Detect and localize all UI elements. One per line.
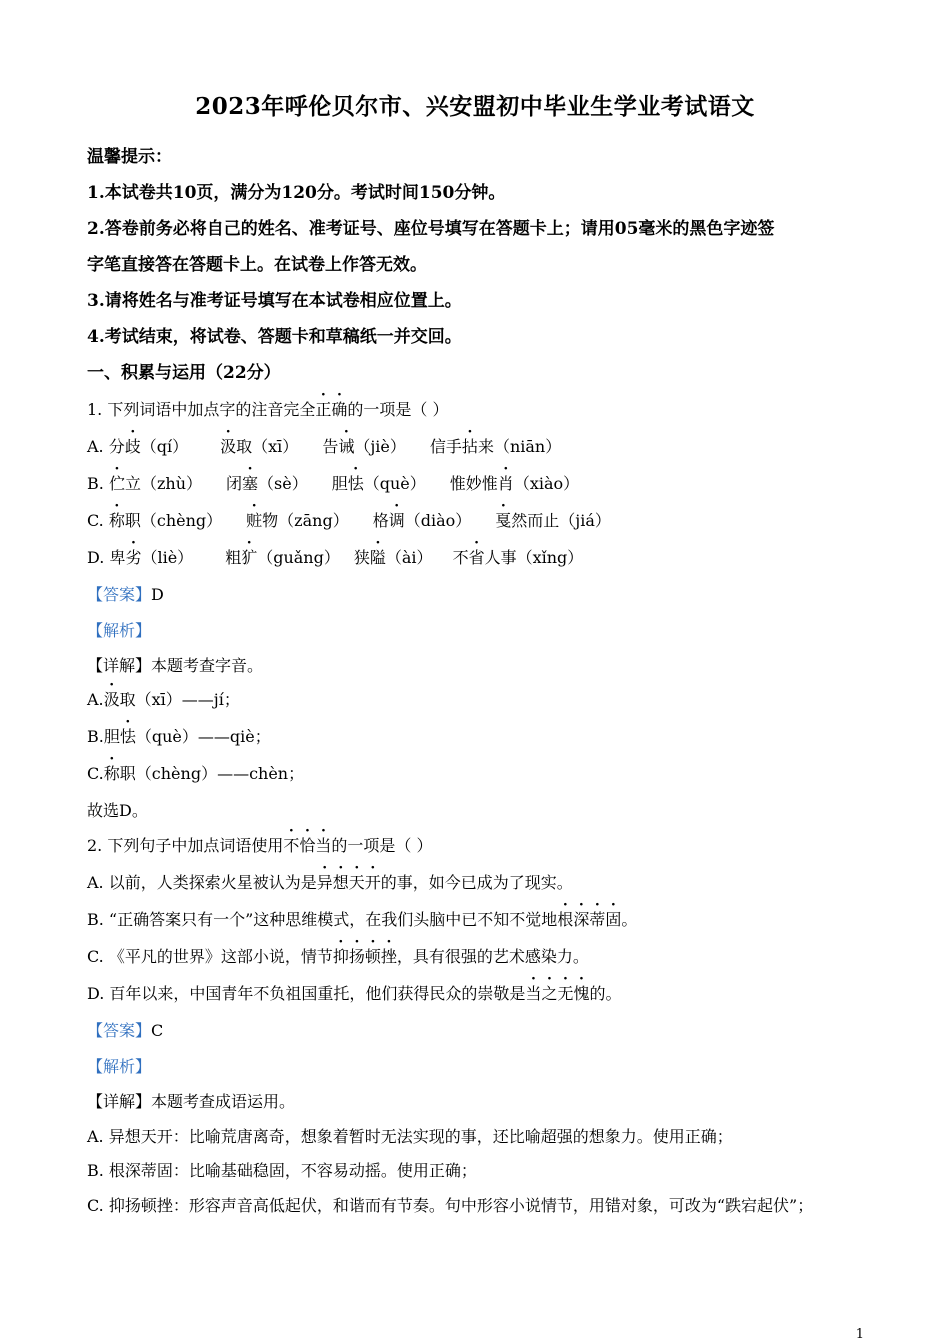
option-label: C.: [87, 511, 109, 530]
q1-explanation-b: [87, 726, 271, 748]
sentence-text: D. 百年以来，中国青年不负祖国重托，他们获得民众的崇敬是: [87, 984, 526, 1003]
dotted-char: 天: [348, 873, 365, 892]
tip-2-line-2: 字笔直接答在答题卡上。在试卷上作答无效。: [87, 255, 427, 275]
dotted-char: 深: [573, 910, 590, 929]
dotted-char: 正: [315, 400, 332, 419]
sentence-text: 的。: [589, 984, 622, 1003]
q1-analysis-tag: 【解析】: [87, 621, 152, 640]
q1-explanation-a: [87, 689, 240, 711]
tip-4: 4.考试结束，将试卷、答题卡和草稿纸一并交回。: [87, 327, 462, 347]
q2-option-d: [87, 983, 622, 1005]
dotted-char: 调: [388, 511, 405, 530]
word-text: 来（niān）: [477, 437, 562, 456]
dotted-char: 扬: [348, 947, 365, 966]
q2-explanation-b: B. 根深蒂固：比喻基础稳固，不容易动摇。使用正确；: [87, 1161, 477, 1180]
word-text: 职（chèng）: [124, 511, 223, 530]
dotted-char: 伫: [108, 474, 125, 493]
word-text: 物（zāng）: [262, 511, 349, 530]
dotted-char: 不: [283, 836, 300, 855]
q1-detail: 【详解】本题考查字音。: [87, 656, 264, 675]
word-text: 不: [452, 548, 469, 567]
word-text: 分: [108, 437, 125, 456]
word-text: 粗: [225, 548, 242, 567]
stem-text: 1. 下列词语中加点字的注音完全: [87, 400, 316, 419]
sentence-text: 。: [621, 910, 638, 929]
dotted-char: 想: [332, 873, 349, 892]
q2-explanation-a: A. 异想天开：比喻荒唐离奇，想象着暂时无法实现的事，还比喻超强的想象力。使用正确；: [87, 1127, 733, 1146]
question-2-stem: [87, 835, 433, 857]
word-text: 取（xī）——jí；: [119, 690, 240, 709]
dotted-char: 之: [541, 984, 558, 1003]
dotted-char: 异: [316, 873, 333, 892]
dotted-char: 当: [315, 836, 332, 855]
q1-option-b: [87, 473, 579, 495]
sentence-text: B. “正确答案只有一个”这种思维模式，在我们头脑中已不知不觉地: [87, 910, 558, 929]
tip-3: 3.请将姓名与准考证号填写在本试卷相应位置上。: [87, 291, 462, 311]
dotted-char: 怯: [347, 474, 364, 493]
tip-2-line-1: 2.答卷前务必将自己的姓名、准考证号、座位号填写在答题卡上；请用05毫米的黑色字迹签: [87, 219, 775, 239]
q1-option-c: [87, 510, 611, 532]
dotted-char: 挫: [380, 947, 397, 966]
dotted-char: 隘: [369, 548, 386, 567]
word-text: 职（chèng）——chèn；: [119, 764, 305, 783]
dotted-char: 称: [103, 764, 120, 783]
dotted-char: 无: [557, 984, 574, 1003]
q1-answer: [87, 584, 164, 606]
word-text: 胆: [331, 474, 348, 493]
word-text: （què）: [363, 474, 426, 493]
word-text: 信手: [429, 437, 462, 456]
dotted-char: 诫: [338, 437, 355, 456]
dotted-char: 开: [364, 873, 381, 892]
word-text: C.: [87, 764, 104, 783]
dotted-char: 固: [605, 910, 622, 929]
word-text: 立（zhù）: [124, 474, 202, 493]
word-text: 格: [372, 511, 389, 530]
q1-option-a: [87, 436, 561, 458]
dotted-char: 怯: [119, 727, 136, 746]
dotted-char: 拈: [461, 437, 478, 456]
dotted-char: 称: [108, 511, 125, 530]
page-number: 1: [855, 1327, 864, 1342]
answer-tag: 【答案】: [87, 1021, 152, 1040]
answer-tag: 【答案】: [87, 585, 152, 604]
dotted-char: 劣: [125, 548, 142, 567]
dotted-char: 蒂: [589, 910, 606, 929]
dotted-char: 省: [468, 548, 485, 567]
word-text: 卑: [109, 548, 126, 567]
word-text: （diào）: [404, 511, 472, 530]
q2-detail: 【详解】本题考查成语运用。: [87, 1092, 296, 1111]
sentence-text: A. 以前，人类探索火星被认为是: [87, 873, 317, 892]
word-text: （jiè）: [354, 437, 406, 456]
dotted-char: 汲: [220, 437, 237, 456]
dotted-char: 根: [557, 910, 574, 929]
q2-option-c: [87, 946, 589, 968]
dotted-char: 肖: [497, 474, 514, 493]
dotted-char: 愧: [573, 984, 590, 1003]
dotted-char: 抑: [332, 947, 349, 966]
q1-explanation-c: [87, 763, 304, 785]
dotted-char: 当: [525, 984, 542, 1003]
option-label: A.: [87, 437, 109, 456]
word-text: （liè）: [141, 548, 194, 567]
dotted-char: 戛: [495, 511, 512, 530]
word-text: 然而止（jiá）: [511, 511, 611, 530]
question-1-stem: [87, 399, 448, 421]
word-text: B.胆: [87, 727, 120, 746]
word-text: （què）——qiè；: [135, 727, 271, 746]
dotted-char: 犷: [241, 548, 258, 567]
stem-text: 的一项是（ ）: [347, 400, 449, 419]
word-text: 狭: [353, 548, 370, 567]
word-text: （qí）: [140, 437, 189, 456]
option-label: B.: [87, 474, 109, 493]
answer-value: D: [151, 585, 164, 604]
dotted-char: 赃: [246, 511, 263, 530]
word-text: 闭: [226, 474, 243, 493]
q1-option-d: [87, 547, 583, 569]
option-label: D.: [87, 548, 110, 567]
q1-conclusion: 故选D。: [87, 801, 148, 820]
dotted-char: 塞: [242, 474, 259, 493]
q2-analysis-tag: 【解析】: [87, 1057, 152, 1076]
q2-option-a: [87, 872, 573, 894]
word-text: （guǎng）: [257, 548, 340, 567]
dotted-char: 顿: [364, 947, 381, 966]
word-text: （sè）: [258, 474, 308, 493]
word-text: 惟妙惟: [449, 474, 498, 493]
word-text: （xiào）: [513, 474, 580, 493]
q2-explanation-c: C. 抑扬顿挫：形容声音高低起伏，和谐而有节奏。句中形容小说情节，用错对象，可改为“跌宕起伏”；: [87, 1196, 814, 1215]
sentence-text: C. 《平凡的世界》这部小说，情节: [87, 947, 333, 966]
dotted-char: 歧: [124, 437, 141, 456]
word-text: 取（xī）: [236, 437, 299, 456]
stem-text: 的一项是（ ）: [331, 836, 433, 855]
dotted-char: 汲: [103, 690, 120, 709]
word-text: A.: [87, 690, 104, 709]
stem-text: 2. 下列句子中加点词语使用: [87, 836, 284, 855]
sentence-text: ，具有很强的艺术感染力。: [396, 947, 589, 966]
section-heading: 一、积累与运用（22分）: [87, 363, 281, 383]
word-text: 人事（xǐng）: [484, 548, 584, 567]
tips-heading: 温馨提示：: [87, 147, 172, 167]
dotted-char: 确: [331, 400, 348, 419]
sentence-text: 的事，如今已成为了现实。: [380, 873, 573, 892]
word-text: 告: [322, 437, 339, 456]
answer-value: C: [151, 1021, 164, 1040]
q2-answer: [87, 1020, 163, 1042]
word-text: （ài）: [385, 548, 433, 567]
tip-1: 1.本试卷共10页，满分为120分。考试时间150分钟。: [87, 183, 506, 203]
page-title: 2023年呼伦贝尔市、兴安盟初中毕业生学业考试语文: [195, 93, 755, 120]
dotted-char: 恰: [299, 836, 316, 855]
q2-option-b: [87, 909, 637, 931]
